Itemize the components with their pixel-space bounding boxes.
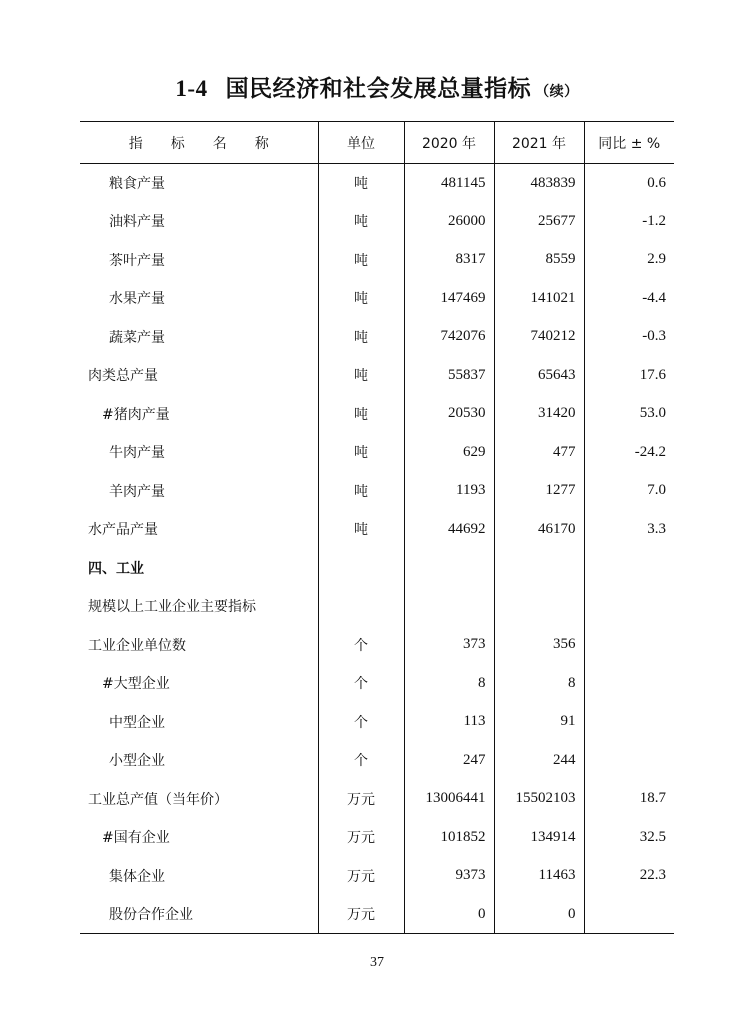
yoy-change: 53.0	[584, 395, 674, 434]
unit-cell: 个	[318, 626, 404, 665]
value-2021: 8	[494, 664, 584, 703]
unit-cell: 吨	[318, 279, 404, 318]
yoy-change	[584, 741, 674, 780]
unit-cell: 个	[318, 741, 404, 780]
value-2021: 134914	[494, 818, 584, 857]
table-row	[80, 318, 674, 357]
value-2021	[494, 587, 584, 626]
unit-cell: 吨	[318, 510, 404, 549]
yoy-change: -1.2	[584, 202, 674, 241]
table-header-row	[80, 122, 674, 164]
unit-cell: 个	[318, 703, 404, 742]
value-2021: 65643	[494, 356, 584, 395]
value-2021: 141021	[494, 279, 584, 318]
yoy-change	[584, 626, 674, 665]
subsection-heading-row	[80, 587, 674, 626]
value-2020: 55837	[404, 356, 494, 395]
column-header-2020: 2020 年	[404, 122, 494, 164]
indicator-name: 粮食产量	[109, 176, 165, 192]
unit-cell: 吨	[318, 318, 404, 357]
table-row	[80, 202, 674, 241]
unit-cell: 万元	[318, 780, 404, 819]
value-2020: 1193	[404, 472, 494, 511]
unit-cell	[318, 549, 404, 588]
unit-cell: 万元	[318, 818, 404, 857]
value-2021: 25677	[494, 202, 584, 241]
indicator-name: 集体企业	[109, 868, 165, 885]
yoy-change	[584, 587, 674, 626]
yoy-change: 7.0	[584, 472, 674, 511]
indicator-name: 水果产量	[109, 291, 165, 308]
yoy-change: 17.6	[584, 356, 674, 395]
indicator-table	[80, 121, 674, 934]
unit-cell: 万元	[318, 895, 404, 934]
value-2021: 91	[494, 703, 584, 742]
value-2021	[494, 549, 584, 588]
value-2021: 1277	[494, 472, 584, 511]
table-row	[80, 510, 674, 549]
value-2020: 101852	[404, 818, 494, 857]
yoy-change: -0.3	[584, 318, 674, 357]
value-2021: 31420	[494, 395, 584, 434]
value-2020: 247	[404, 741, 494, 780]
yoy-change: 0.6	[584, 164, 674, 203]
section-heading: 四、工业	[88, 560, 144, 577]
table-row	[80, 279, 674, 318]
value-2020: 373	[404, 626, 494, 665]
value-2020: 9373	[404, 857, 494, 896]
unit-cell: 吨	[318, 395, 404, 434]
indicator-name: #国有企业	[102, 830, 170, 847]
value-2021: 356	[494, 626, 584, 665]
indicator-name: 水产品产量	[88, 522, 158, 539]
value-2020: 0	[404, 895, 494, 934]
unit-cell: 吨	[318, 472, 404, 511]
table-row	[80, 164, 674, 203]
indicator-name: #猪肉产量	[102, 406, 170, 423]
value-2020: 742076	[404, 318, 494, 357]
table-row	[80, 626, 674, 665]
indicator-name: 小型企业	[109, 753, 165, 770]
yoy-change: 18.7	[584, 780, 674, 819]
value-2021: 477	[494, 433, 584, 472]
value-2021: 15502103	[494, 780, 584, 819]
yoy-change	[584, 703, 674, 742]
value-2020: 26000	[404, 202, 494, 241]
indicator-name: 蔬菜产量	[109, 329, 165, 346]
table-number: 1-4	[175, 76, 208, 101]
indicator-name: 羊肉产量	[109, 483, 165, 500]
indicator-name: 牛肉产量	[109, 445, 165, 462]
value-2021: 0	[494, 895, 584, 934]
unit-cell: 吨	[318, 356, 404, 395]
table-row	[80, 857, 674, 896]
table-row	[80, 433, 674, 472]
indicator-name: 工业总产值（当年价）	[88, 791, 228, 808]
unit-cell: 吨	[318, 164, 404, 203]
value-2020: 629	[404, 433, 494, 472]
table-row	[80, 472, 674, 511]
table-row	[80, 780, 674, 819]
value-2021: 244	[494, 741, 584, 780]
yoy-change: 3.3	[584, 510, 674, 549]
value-2020: 44692	[404, 510, 494, 549]
indicator-name: 茶叶产量	[109, 252, 165, 269]
value-2020: 113	[404, 703, 494, 742]
value-2020: 147469	[404, 279, 494, 318]
table-row	[80, 395, 674, 434]
unit-cell: 个	[318, 664, 404, 703]
subsection-heading: 规模以上工业企业主要指标	[88, 599, 256, 616]
table-row	[80, 741, 674, 780]
value-2021: 483839	[494, 164, 584, 203]
unit-cell: 吨	[318, 241, 404, 280]
value-2020: 13006441	[404, 780, 494, 819]
page-number: 37	[370, 955, 384, 970]
table-title-suffix: （续）	[535, 84, 579, 100]
value-2021: 8559	[494, 241, 584, 280]
unit-cell: 吨	[318, 433, 404, 472]
yoy-change: 32.5	[584, 818, 674, 857]
column-header-2021: 2021 年	[494, 122, 584, 164]
value-2021: 11463	[494, 857, 584, 896]
value-2020	[404, 549, 494, 588]
table-title-text: 国民经济和社会发展总量指标	[225, 76, 532, 102]
value-2020: 20530	[404, 395, 494, 434]
value-2020: 481145	[404, 164, 494, 203]
unit-cell: 吨	[318, 202, 404, 241]
column-header-unit: 单位	[318, 122, 404, 164]
yoy-change: 2.9	[584, 241, 674, 280]
table-row	[80, 818, 674, 857]
indicator-name: 工业企业单位数	[88, 637, 186, 654]
indicator-name: 油料产量	[109, 214, 165, 231]
table-row	[80, 703, 674, 742]
table-row	[80, 356, 674, 395]
indicator-name: 股份合作企业	[80, 895, 318, 934]
table-row	[80, 664, 674, 703]
unit-cell	[318, 587, 404, 626]
yoy-change	[584, 549, 674, 588]
section-heading-row	[80, 549, 674, 588]
yoy-change: 22.3	[584, 857, 674, 896]
value-2020: 8317	[404, 241, 494, 280]
indicator-name: 中型企业	[109, 714, 165, 731]
value-2020: 8	[404, 664, 494, 703]
indicator-name: #大型企业	[102, 676, 170, 693]
yoy-change	[584, 895, 674, 934]
table-row	[80, 241, 674, 280]
yoy-change: -4.4	[584, 279, 674, 318]
table-row	[80, 895, 674, 934]
unit-cell: 万元	[318, 857, 404, 896]
page-title	[0, 70, 754, 103]
column-header-yoy: 同比 ± %	[584, 122, 674, 164]
value-2021: 740212	[494, 318, 584, 357]
yoy-change: -24.2	[584, 433, 674, 472]
value-2021: 46170	[494, 510, 584, 549]
column-header-name: 指标名称	[80, 122, 318, 164]
value-2020	[404, 587, 494, 626]
indicator-name: 肉类总产量	[88, 368, 158, 385]
yoy-change	[584, 664, 674, 703]
